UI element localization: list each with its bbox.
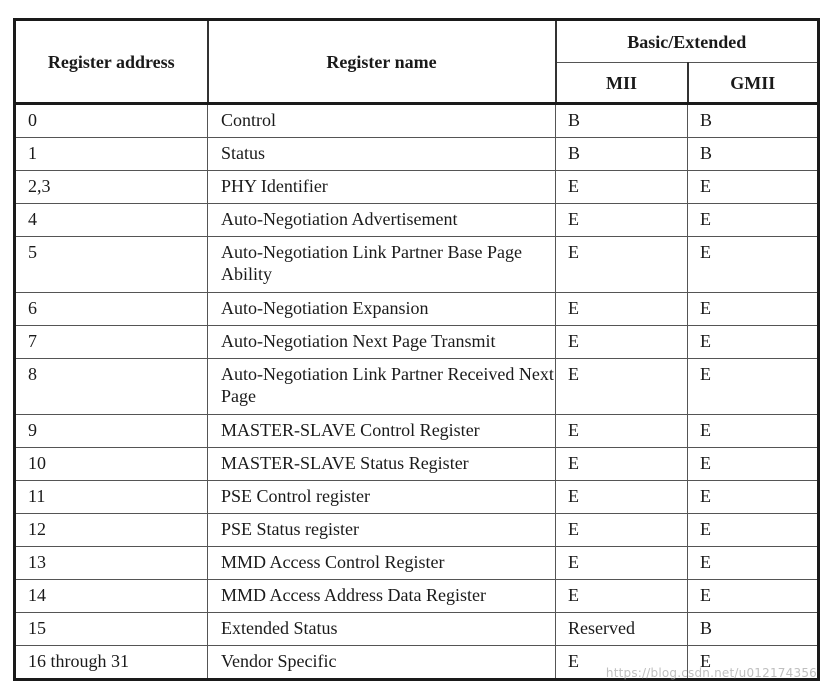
- cell-mii: E: [556, 326, 688, 359]
- header-row-top: [15, 20, 819, 63]
- cell-gmii: E: [688, 481, 819, 514]
- cell-mii: Reserved: [556, 613, 688, 646]
- table-row: [15, 204, 819, 237]
- cell-register-name: Vendor Specific: [208, 646, 556, 680]
- cell-gmii: E: [688, 237, 819, 293]
- cell-register-name: MMD Access Control Register: [208, 547, 556, 580]
- cell-register-address: 15: [15, 613, 208, 646]
- table-row: [15, 613, 819, 646]
- cell-mii: E: [556, 481, 688, 514]
- cell-register-address: 1: [15, 138, 208, 171]
- cell-mii: B: [556, 138, 688, 171]
- table-body: [15, 104, 819, 680]
- cell-gmii: E: [688, 204, 819, 237]
- table-row: [15, 138, 819, 171]
- cell-register-name: Auto-Negotiation Next Page Transmit: [208, 326, 556, 359]
- cell-register-address: 0: [15, 104, 208, 138]
- cell-register-name: Auto-Negotiation Advertisement: [208, 204, 556, 237]
- table-row: [15, 547, 819, 580]
- table-row: [15, 481, 819, 514]
- table-row: [15, 448, 819, 481]
- cell-register-name: MASTER-SLAVE Status Register: [208, 448, 556, 481]
- cell-register-address: 16 through 31: [15, 646, 208, 680]
- cell-mii: E: [556, 646, 688, 680]
- cell-gmii: E: [688, 171, 819, 204]
- table-header: [15, 20, 819, 104]
- watermark-url: https://blog.csdn.net/u012174356: [605, 666, 817, 680]
- cell-register-name: MMD Access Address Data Register: [208, 580, 556, 613]
- cell-mii: E: [556, 237, 688, 293]
- table-row: [15, 580, 819, 613]
- table-row: [15, 359, 819, 415]
- header-mii: MII: [556, 63, 688, 104]
- cell-register-name: Control: [208, 104, 556, 138]
- cell-register-name: PSE Status register: [208, 514, 556, 547]
- cell-mii: E: [556, 204, 688, 237]
- table-row: [15, 415, 819, 448]
- cell-register-name: Status: [208, 138, 556, 171]
- cell-register-name: Auto-Negotiation Link Partner Base Page Ability: [208, 237, 556, 293]
- cell-gmii: B: [688, 613, 819, 646]
- cell-register-address: 2,3: [15, 171, 208, 204]
- cell-mii: E: [556, 359, 688, 415]
- cell-gmii: B: [688, 104, 819, 138]
- cell-register-address: 6: [15, 293, 208, 326]
- cell-mii: E: [556, 580, 688, 613]
- cell-gmii: E: [688, 646, 819, 680]
- header-register-address: Register address: [15, 20, 208, 104]
- cell-gmii: E: [688, 293, 819, 326]
- cell-gmii: E: [688, 359, 819, 415]
- cell-gmii: E: [688, 326, 819, 359]
- cell-register-name: Auto-Negotiation Expansion: [208, 293, 556, 326]
- cell-mii: E: [556, 448, 688, 481]
- cell-register-address: 12: [15, 514, 208, 547]
- cell-gmii: E: [688, 415, 819, 448]
- cell-gmii: E: [688, 547, 819, 580]
- cell-register-address: 5: [15, 237, 208, 293]
- cell-mii: E: [556, 547, 688, 580]
- cell-register-name: Auto-Negotiation Link Partner Received Next Page: [208, 359, 556, 415]
- cell-gmii: B: [688, 138, 819, 171]
- cell-register-name: MASTER-SLAVE Control Register: [208, 415, 556, 448]
- header-register-name: Register name: [208, 20, 556, 104]
- cell-mii: E: [556, 514, 688, 547]
- table-row: [15, 237, 819, 293]
- cell-gmii: E: [688, 514, 819, 547]
- cell-gmii: E: [688, 580, 819, 613]
- cell-register-address: 4: [15, 204, 208, 237]
- cell-register-address: 7: [15, 326, 208, 359]
- cell-mii: B: [556, 104, 688, 138]
- cell-register-address: 10: [15, 448, 208, 481]
- cell-register-address: 14: [15, 580, 208, 613]
- header-gmii: GMII: [688, 63, 819, 104]
- table-row: [15, 171, 819, 204]
- table-row: [15, 514, 819, 547]
- cell-mii: E: [556, 293, 688, 326]
- table-row: [15, 326, 819, 359]
- register-table: [13, 18, 820, 681]
- cell-register-name: Extended Status: [208, 613, 556, 646]
- cell-mii: E: [556, 415, 688, 448]
- cell-register-address: 11: [15, 481, 208, 514]
- cell-register-name: PSE Control register: [208, 481, 556, 514]
- cell-mii: E: [556, 171, 688, 204]
- header-basic-extended: Basic/Extended: [556, 20, 819, 63]
- cell-register-name: PHY Identifier: [208, 171, 556, 204]
- table-row: [15, 293, 819, 326]
- table-row: [15, 104, 819, 138]
- cell-gmii: E: [688, 448, 819, 481]
- cell-register-address: 13: [15, 547, 208, 580]
- cell-register-address: 9: [15, 415, 208, 448]
- cell-register-address: 8: [15, 359, 208, 415]
